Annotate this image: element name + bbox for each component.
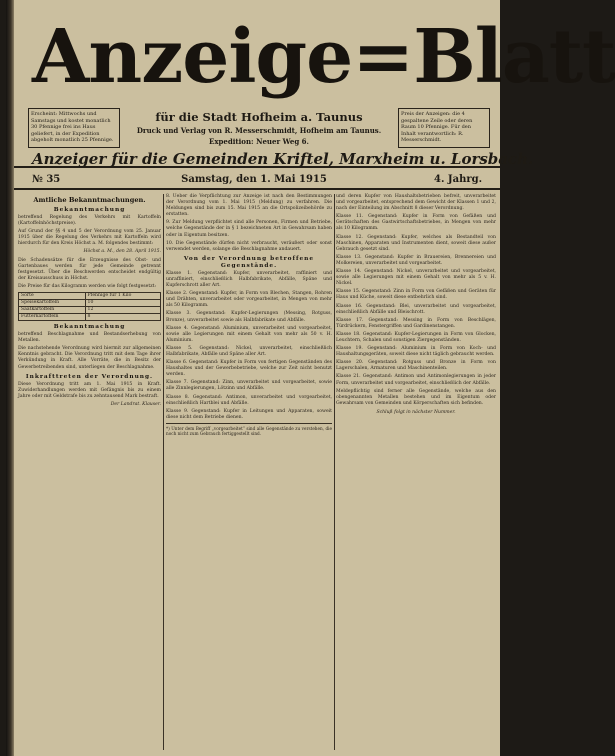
price-table bbox=[18, 292, 161, 321]
column-3 bbox=[336, 194, 496, 750]
paragraph: Klasse 6. Gegenstand: Kupfer in Form von fertigen Gegenständen des Haushaltes und der Gewerbebetriebe, welche zur Zeit nicht benutzt werden. bbox=[166, 360, 332, 378]
table-cell: Speisekartoffeln bbox=[19, 300, 86, 307]
paragraph: Die Preise für das Kilogramm werden wie folgt festgesetzt: bbox=[18, 283, 157, 289]
issue-date: Samstag, den 1. Mai 1915 bbox=[181, 174, 327, 185]
subscription-box: Erscheint: Mittwochs und Samstags und kostet monatlich 30 Pfennige frei ins Haus geliefert, in der Expedition abgeholt monatlich 25 Pfennige. bbox=[28, 108, 120, 148]
paragraph: Klasse 16. Gegenstand: Blei, unverarbeitet und vorgearbeitet, einschließlich Abfälle und Bleischrott. bbox=[336, 303, 496, 315]
table-row bbox=[19, 293, 161, 300]
article-heading: Bekanntmachung bbox=[53, 324, 126, 331]
publisher-line: Druck und Verlag von R. Messerschmidt, Hofheim am Taunus. bbox=[136, 126, 382, 135]
paragraph: Klasse 11. Gegenstand: Kupfer in Form von Gefäßen und Gerätschaften des Gastwirtschaftsbetriebes, in Mengen von mehr als 10 Kilogramm. bbox=[336, 214, 496, 232]
paragraph: betreffend Regelung des Verkehrs mit Kartoffeln (Kartoffelnhöchstpreise). bbox=[18, 215, 161, 227]
paragraph: Klasse 12. Gegenstand: Kupfer, welches als Bestandteil von Maschinen, Apparaten und Instrumenten dient, soweit diese außer Gebrauch gesetzt sind. bbox=[336, 234, 496, 252]
paragraph: Klasse 8. Gegenstand: Antimon, unverarbeitet und vorgearbeitet, einschließlich Hartblei und Abfälle. bbox=[166, 394, 332, 406]
subtitle: für die Stadt Hofheim a. Taunus bbox=[155, 110, 363, 124]
volume-year: 4. Jahrg. bbox=[434, 174, 483, 185]
advert-price-box: Preis der Anzeigen: die 4 gespaltene Zeile oder deren Raum 10 Pfennige. Für den Inhalt verantwortlich: R. Messerschmidt. bbox=[398, 108, 490, 148]
table-row bbox=[19, 300, 161, 307]
signature-line: Höchst a. M., den 28. April 1915. bbox=[83, 249, 161, 255]
office-line: Expedition: Neuer Weg 6. bbox=[209, 137, 309, 146]
paragraph: Klasse 5. Gegenstand: Nickel, unverarbeitet, einschließlich Halbfabrikate, Abfälle und Späne aller Art. bbox=[166, 345, 332, 357]
paragraph: Klasse 1. Gegenstand: Kupfer, unverarbeitet, raffiniert und unraffiniert, einschließlich Halbfabrikate, Abfälle, Späne und Kupferschrott aller Art. bbox=[166, 270, 332, 289]
newspaper-page bbox=[6, 0, 615, 756]
newspaper-title: Anzeige=Blatt bbox=[32, 14, 615, 100]
paragraph: Klasse 15. Gegenstand: Zinn in Form von Gefäßen und Geräten für Haus und Küche, soweit diese entbehrlich sind. bbox=[336, 289, 496, 301]
paragraph: 8. Ueber die Verpflichtung zur Anzeige ist nach den Bestimmungen der Verordnung vom 1. Mai 1915 (Meldung) zu verfahren. Die Meldungen sind bis zum 15. Mai 1915 an die Ortspolizeibehörde zu erstatten. bbox=[166, 194, 332, 218]
column-rule bbox=[163, 194, 164, 750]
paragraph: Meldepflichtig sind ferner alle Gegenstände, welche aus den obengenannten Metallen bestehen und im Eigentum oder Gewahrsam von Gemeinden und Körperschaften sich befinden. bbox=[336, 388, 496, 406]
article-heading: Inkrafttreten der Verordnung. bbox=[25, 373, 154, 380]
paragraph: Klasse 7. Gegenstand: Zinn, unverarbeitet und vorgearbeitet, sowie alle Zinnlegierungen, Lötzinn und Abfälle. bbox=[166, 380, 332, 392]
masthead bbox=[14, 0, 615, 168]
paragraph: und deren Kupfer von Haushaltsbetrieben befreit, unverarbeitet und vorgearbeitet, entsprechend dem Gewicht der Klassen 1 und 2, nach der Einteilung im Abschnitt 8 dieser Verordnung. bbox=[336, 194, 496, 212]
binding-edge bbox=[6, 0, 14, 756]
paragraph: Klasse 4. Gegenstand: Aluminium, unverarbeitet und vorgearbeitet, sowie alle Legierungen mit einem Gehalt von mehr als 50 v. H. Aluminium. bbox=[166, 325, 332, 343]
paragraph: Auf Grund der §§ 4 und 5 der Verordnung vom 25. Januar 1915 über die Regelung des Verkehrs mit Kartoffeln wird hierdurch für den Kreis Höchst a. M. folgendes bestimmt: bbox=[18, 229, 161, 247]
table-row bbox=[19, 314, 161, 321]
paragraph: Klasse 13. Gegenstand: Kupfer in Brauereien, Brennereien und Molkereien, unverarbeitet und vorgearbeitet. bbox=[336, 254, 496, 266]
paragraph: Klasse 9. Gegenstand: Kupfer in Leitungen und Apparaten, soweit diese nicht dem Betriebe dienen. bbox=[166, 408, 332, 420]
table-cell: 12 bbox=[85, 307, 160, 314]
continued-note: Schluß folgt in nächster Nummer. bbox=[376, 409, 456, 415]
paragraph: 9. Zur Meldung verpflichtet sind alle Personen, Firmen und Betriebe, welche Gegenstände der in § 1 bezeichneten Art in Gewahrsam haben oder in Eigentum besitzen. bbox=[166, 220, 332, 238]
paragraph: Klasse 2. Gegenstand: Kupfer, in Form von Blechen, Stangen, Rohren und Drähten, unverarbeitet oder vorgearbeitet, in Mengen von mehr als 50 Kilogramm. bbox=[166, 291, 332, 309]
paragraph: Die nachstehende Verordnung wird hiermit zur allgemeinen Kenntnis gebracht. Die Verordnung tritt mit dem Tage ihrer Verkündung in Kraft. Alle Vorräte, die in Besitz der Gewerbetreibenden sind, unterliegen der Beschlagnahme. bbox=[18, 346, 161, 370]
paragraph: betreffend Beschlagnahme und Bestandserhebung von Metallen. bbox=[18, 332, 161, 344]
article-heading: Von der Verordnung betroffene Gegenstände. bbox=[183, 255, 315, 269]
paragraph: Die Schadensätze für die Erzeugnisse des Obst- und Gartenbaues werden für jede Gemeinde getrennt festgesetzt. Über die Beschwerden entscheidet endgültig der Kreisausschuss in Höchst. bbox=[18, 257, 161, 281]
table-cell: Saatkartoffeln bbox=[19, 307, 86, 314]
paragraph: Klasse 18. Gegenstand: Kupfer-Legierungen in Form von Glocken, Leuchtern, Schalen und sonstigen Ziergegenständen. bbox=[336, 331, 496, 343]
column-rule bbox=[334, 194, 335, 750]
table-cell: Futterkartoffeln bbox=[19, 314, 86, 321]
article-heading: Bekanntmachung bbox=[53, 207, 126, 213]
table-header-cell: Sorte bbox=[19, 293, 86, 300]
column-1 bbox=[18, 194, 161, 750]
paragraph: 10. Die Gegenstände dürfen nicht verbraucht, veräußert oder sonst verwendet werden, solange die Beschlagnahme andauert. bbox=[166, 240, 332, 252]
signature-line: Der Landrat. Klauser. bbox=[110, 401, 161, 407]
issue-number: № 35 bbox=[32, 174, 61, 185]
table-cell: 10 bbox=[85, 300, 160, 307]
paragraph: Klasse 14. Gegenstand: Nickel, unverarbeitet und vorgearbeitet, sowie alle Legierungen mit einem Gehalt von mehr als 5 v. H. Nickel. bbox=[336, 269, 496, 287]
section-heading: Amtliche Bekanntmachungen. bbox=[33, 196, 146, 204]
paragraph: Diese Verordnung tritt am 1. Mai 1915 in Kraft. Zuwiderhandlungen werden mit Gefängnis bis zu einem Jahre oder mit Geldstrafe bis zu zehntausend Mark bestraft. bbox=[18, 381, 161, 399]
paragraph: Klasse 21. Gegenstand: Antimon und Antimonlegierungen in jeder Form, unverarbeitet und vorgearbeitet, einschließlich der Abfälle. bbox=[336, 374, 496, 386]
column-2 bbox=[166, 194, 332, 750]
date-bar bbox=[14, 170, 500, 190]
table-cell: 8 bbox=[85, 314, 160, 321]
paragraph: Klasse 20. Gegenstand: Rotguss und Bronze in Form von Lagerschalen, Armaturen und Maschinenteilen. bbox=[336, 360, 496, 372]
table-row bbox=[19, 307, 161, 314]
table-header-cell: Pfennige für 1 Kilo bbox=[85, 293, 160, 300]
masthead-headline: Anzeiger für die Gemeinden Kriftel, Marxheim u. Lorsbach. bbox=[32, 150, 534, 168]
paragraph: Klasse 17. Gegenstand: Messing in Form von Beschlägen, Türdrückern, Fenstergriffen und Gardinenstangen. bbox=[336, 317, 496, 329]
paragraph: Klasse 19. Gegenstand: Aluminium in Form von Koch- und Haushaltungsgeräten, soweit diese nicht täglich gebraucht werden. bbox=[336, 346, 496, 358]
footnote: *) Unter dem Begriff „vorgearbeitet“ sind alle Gegenstände zu verstehen, die noch nicht zum Gebrauch fertiggestellt sind. bbox=[166, 423, 332, 437]
paragraph: Klasse 3. Gegenstand: Kupfer-Legierungen (Messing, Rotguss, Bronze), unverarbeitet sowie als Halbfabrikate und Abfälle. bbox=[166, 311, 332, 323]
